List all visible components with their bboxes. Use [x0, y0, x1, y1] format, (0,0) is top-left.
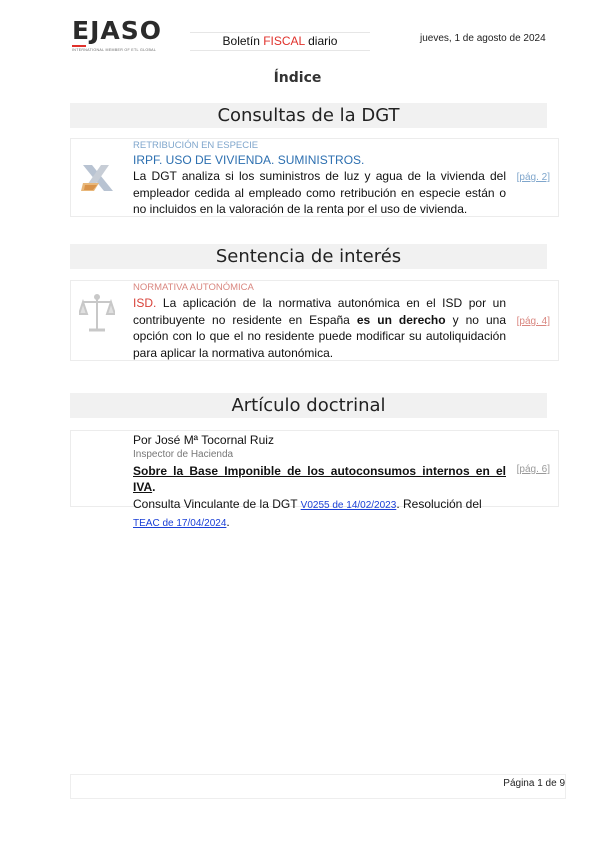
entry-card-consulta: [70, 138, 559, 217]
bulletin-date: jueves, 1 de agosto de 2024: [420, 33, 546, 44]
entry-lead: ISD.: [133, 296, 157, 310]
logo-subtext: INTERNATIONAL MEMBER OF ETL GLOBAL: [72, 48, 157, 52]
agencia-tributaria-logo-icon: [79, 159, 115, 202]
page-number: Página 1 de 9: [503, 778, 565, 789]
entry-description: La DGT analiza si los suministros de luz y agua de la vivienda del empleador cedida al empleado como retribución en especie están o no incluidos en la valoración de la renta por el uso de vivienda.: [133, 169, 506, 216]
ejaso-logo: [72, 18, 172, 52]
entry-card-articulo: [70, 430, 559, 529]
page-ref-link[interactable]: [pág. 4]: [516, 316, 550, 327]
page-ref-link[interactable]: [pág. 6]: [516, 464, 550, 475]
bulletin-fiscal: FISCAL: [263, 34, 305, 48]
article-title: Sobre la Base Imponible de los autoconsumos internos en el IVA.: [133, 463, 506, 494]
link-consulta-v0255[interactable]: V0255 de 14/02/2023: [300, 499, 397, 511]
article-author: Por José Mª Tocornal Ruiz: [133, 433, 274, 447]
scales-of-justice-icon: [79, 293, 115, 340]
entry-description: Consulta Vinculante de la DGT V0255 de 14/02/2023. Resolución del TEAC de 17/04/2024.: [133, 496, 482, 529]
section-heading-articulo: Artículo doctrinal: [70, 393, 547, 418]
section-heading-sentencia: Sentencia de interés: [70, 244, 547, 269]
index-title: Índice: [273, 70, 322, 86]
page-ref-link[interactable]: [pág. 2]: [516, 172, 550, 183]
section-heading-consultas: Consultas de la DGT: [70, 103, 547, 128]
bulletin-title: Boletín FISCAL diario: [190, 32, 370, 51]
logo-accent-bar: [72, 45, 86, 47]
entry-subheading: IRPF. USO DE VIVIENDA. SUMINISTROS.: [133, 153, 365, 167]
entry-category: RETRIBUCIÓN EN ESPECIE: [133, 140, 259, 151]
article-author-role: Inspector de Hacienda: [133, 448, 234, 460]
link-teac-resolucion[interactable]: TEAC de 17/04/2024: [133, 518, 227, 529]
logo-wordmark: EJASO: [72, 16, 162, 45]
entry-emphasis: es un derecho: [356, 312, 446, 327]
entry-category: NORMATIVA AUTONÓMICA: [133, 282, 254, 293]
footer-box: [70, 774, 566, 799]
entry-card-sentencia: [70, 280, 559, 361]
entry-description: ISD. La aplicación de la normativa autonómica en el ISD por un contribuyente no residente en España es un derecho y no una opción con lo que el no residente puede modificar su autoliquidación para aplicar la normativa autonómica.: [133, 296, 506, 360]
